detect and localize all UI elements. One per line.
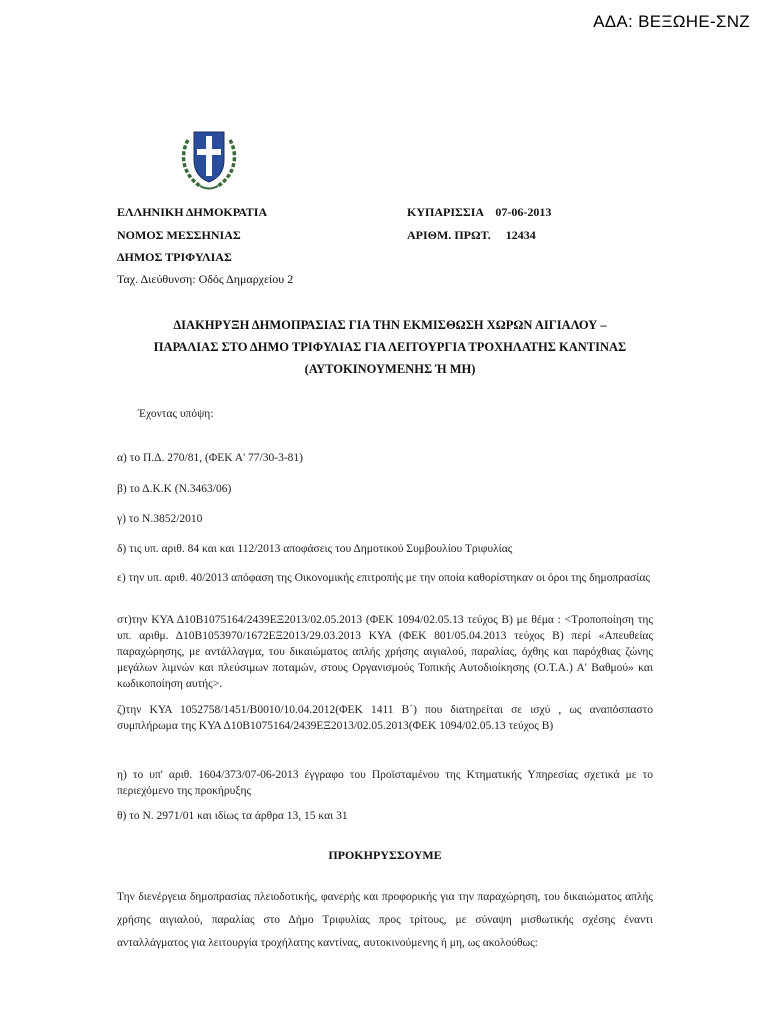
header-place-date: ΚΥΠΑΡΙΣΣΙΑ 07-06-2013 [407,205,552,219]
item-e: ε) την υπ. αριθ. 40/2013 απόφαση της Οικονομικής επιτροπής με την οποία καθορίστηκαν οι όροι της δημοπρασίας [117,572,650,584]
header-address: Ταχ. Διεύθυνση: Οδός Δημαρχείου 2 [117,272,294,286]
header-prefecture: ΝΟΜΟΣ ΜΕΣΣΗΝΙΑΣ [117,228,241,242]
item-z: ζ)την ΚΥΑ 1052758/1451/Β0010/10.04.2012(ΦΕΚ 1411 Β΄) που διατηρείται σε ισχύ , ως αναπόσπαστο συμπλήρωμα της ΚΥΑ Δ10Β1075164/2439ΕΞ2013/02.05.2013(ΦΕΚ 1094/02.05.13 τεύχος Β) [117,704,653,732]
header-protocol-number: ΑΡΙΘΜ. ΠΡΩΤ. 12434 [407,228,536,242]
item-i: η) το υπ' αριθ. 1604/373/07-06-2013 έγγραφο του Προϊσταμένου της Κτηματικής Υπηρεσίας σχετικά με το περιεχόμενο της προκήρυξης [117,769,653,797]
item-c: γ) το Ν.3852/2010 [117,513,203,525]
ada-code: ΑΔΑ: ΒΕΞΩΗΕ-ΣΝΖ [593,12,750,31]
body-paragraph: Την διενέργεια δημοπρασίας πλειοδοτικής, φανερής και προφορικής για την παραχώρηση, του δικαιώματος απλής χρήσης αιγιαλού, παραλίας στο Δήμο Τριφυλίας προς τρίτους, με σύναψη μισθωτικής σχέσης έναντι ανταλλάγματος για λειτουργία τροχήλατης καντίνας, αυτοκινούμενης ή μη, ως ακολούθως: [117,891,653,949]
proclaim-heading: ΠΡΟΚΗΡΥΣΣΟΥΜΕ [328,848,442,862]
item-d: δ) τις υπ. αριθ. 84 και και 112/2013 αποφάσεις του Δημοτικού Συμβουλίου Τριφυλίας [117,543,513,555]
header-republic: ΕΛΛΗΝΙΚΗ ΔΗΜΟΚΡΑΤΙΑ [117,205,268,219]
item-st: στ)την ΚΥΑ Δ10Β1075164/2439ΕΞ2013/02.05.2013 (ΦΕΚ 1094/02.05.13 τεύχος Β) με θέμα : <Τροποποίηση της υπ. αριθμ. Δ10Β1053970/1672ΕΞ2013/29.03.2013 ΚΥΑ (ΦΕΚ 801/05.04.2013 τεύχος Β) περί «Απευθείας παραχώρησης, με αντάλλαγμα, του δικαιώματος απλής χρήσης αιγιαλού, παραλίας, όχθης και παρόχθιας ζώνης μεγάλων λιμνών και πλεύσιμων ποταμών, στους Οργανισμούς Τοπικής Αυτοδιοίκησης (Ο.Τ.Α.) Α' Βαθμού» και κωδικοποίηση αυτής>. [117,614,653,690]
greek-coat-of-arms-icon [176,124,242,192]
considering-heading: Έχοντας υπόψη: [138,408,214,420]
item-b: β) το Δ.Κ.Κ (Ν.3463/06) [117,483,232,495]
item-a: α) το Π.Δ. 270/81, (ΦΕΚ Α' 77/30-3-81) [117,452,303,464]
header-municipality: ΔΗΜΟΣ ΤΡΙΦΥΛΙΑΣ [117,250,232,264]
title-line-3: (ΑΥΤΟΚΙΝΟΥΜΕΝΗΣ Ή ΜΗ) [304,362,476,376]
item-th: θ) το Ν. 2971/01 και ιδίως τα άρθρα 13, 15 και 31 [117,810,348,822]
title-line-2: ΠΑΡΑΛΙΑΣ ΣΤΟ ΔΗΜΟ ΤΡΙΦΥΛΙΑΣ ΓΙΑ ΛΕΙΤΟΥΡΓΙΑ ΤΡΟΧΗΛΑΤΗΣ ΚΑΝΤΙΝΑΣ [153,340,627,354]
title-line-1: ΔΙΑΚΗΡΥΞΗ ΔΗΜΟΠΡΑΣΙΑΣ ΓΙΑ ΤΗΝ ΕΚΜΙΣΘΩΣΗ ΧΩΡΩΝ ΑΙΓΙΑΛΟΥ – [173,318,607,332]
